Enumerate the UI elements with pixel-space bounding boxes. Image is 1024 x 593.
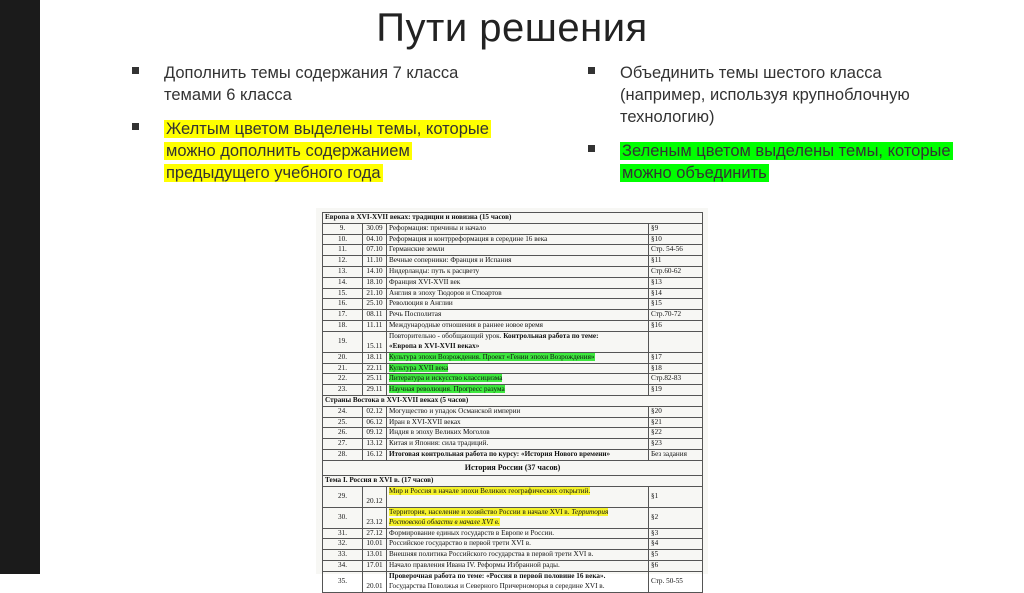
row-topic-text: Германские земли bbox=[389, 245, 445, 254]
row-paragraph: §23 bbox=[649, 439, 703, 450]
row-number: 28. bbox=[323, 449, 363, 460]
lesson-plan-document-image bbox=[316, 208, 708, 591]
row-date: 29.11 bbox=[363, 385, 387, 396]
row-paragraph: §15 bbox=[649, 299, 703, 310]
row-number: 32. bbox=[323, 539, 363, 550]
row-date: 20.01 bbox=[363, 571, 387, 592]
row-topic bbox=[387, 385, 649, 396]
row-paragraph: §13 bbox=[649, 277, 703, 288]
table-row bbox=[323, 288, 703, 299]
row-topic bbox=[387, 449, 649, 460]
bullet-item bbox=[132, 62, 512, 106]
table-row bbox=[323, 417, 703, 428]
row-topic bbox=[387, 256, 649, 267]
row-topic bbox=[387, 417, 649, 428]
row-topic bbox=[387, 528, 649, 539]
row-topic-italic-text: Территория Ростовской области в начале XVI в. bbox=[389, 507, 609, 526]
bullet-text-highlighted-yellow: Желтым цветом выделены темы, которые можно дополнить содержанием предыдущего учебного года bbox=[166, 120, 489, 182]
table-row bbox=[323, 223, 703, 234]
table-row bbox=[323, 571, 703, 592]
row-paragraph: Без задания bbox=[649, 449, 703, 460]
row-date: 23.12 bbox=[363, 507, 387, 528]
row-number: 16. bbox=[323, 299, 363, 310]
row-date: 13.12 bbox=[363, 439, 387, 450]
row-number: 10. bbox=[323, 234, 363, 245]
table-row bbox=[323, 374, 703, 385]
left-bullet-list bbox=[132, 62, 512, 196]
row-date: 10.01 bbox=[363, 539, 387, 550]
section-row bbox=[323, 475, 703, 486]
row-topic bbox=[387, 266, 649, 277]
row-topic-text: Китая и Япония: сила традиций. bbox=[389, 439, 489, 448]
row-topic-text: Культура эпохи Возрождения. Проект «Гении эпохи Возрождения» bbox=[389, 352, 595, 361]
row-date: 18.10 bbox=[363, 277, 387, 288]
bullet-item bbox=[588, 140, 968, 184]
row-number: 12. bbox=[323, 256, 363, 267]
table-row bbox=[323, 428, 703, 439]
square-bullet-icon bbox=[588, 145, 595, 152]
table-row bbox=[323, 550, 703, 561]
lesson-plan-table bbox=[322, 212, 703, 593]
row-date: 14.10 bbox=[363, 266, 387, 277]
row-topic-text: Формирование единых государств в Европе и России. bbox=[389, 528, 555, 537]
row-topic-text: Повторительно - обобщающий урок. bbox=[389, 332, 504, 341]
row-paragraph: §4 bbox=[649, 539, 703, 550]
row-date: 15.11 bbox=[363, 331, 387, 352]
row-paragraph bbox=[649, 331, 703, 352]
row-number: 25. bbox=[323, 417, 363, 428]
row-topic bbox=[387, 363, 649, 374]
row-topic-text: Российское государство в первой трети XVI в. bbox=[389, 539, 531, 548]
row-number: 13. bbox=[323, 266, 363, 277]
row-topic-text: Англия в эпоху Тюдоров и Стюартов bbox=[389, 288, 502, 297]
row-paragraph: Стр.70-72 bbox=[649, 310, 703, 321]
row-number: 20. bbox=[323, 352, 363, 363]
row-topic bbox=[387, 234, 649, 245]
row-date: 08.11 bbox=[363, 310, 387, 321]
row-paragraph: §11 bbox=[649, 256, 703, 267]
table-row bbox=[323, 352, 703, 363]
row-number: 24. bbox=[323, 406, 363, 417]
table-row bbox=[323, 560, 703, 571]
row-paragraph: §19 bbox=[649, 385, 703, 396]
row-date: 11.11 bbox=[363, 320, 387, 331]
row-topic-bold-text: Проверочная работа по теме: «Россия в первой половине 16 века». bbox=[389, 572, 606, 581]
row-topic bbox=[387, 550, 649, 561]
square-bullet-icon bbox=[588, 67, 595, 74]
table-row bbox=[323, 331, 703, 352]
row-paragraph: §21 bbox=[649, 417, 703, 428]
row-date: 25.11 bbox=[363, 374, 387, 385]
row-paragraph: §2 bbox=[649, 507, 703, 528]
row-date: 25.10 bbox=[363, 299, 387, 310]
row-topic bbox=[387, 486, 649, 507]
row-date: 20.12 bbox=[363, 486, 387, 507]
russia-history-heading: История России (37 часов) bbox=[323, 460, 703, 475]
row-topic-text: Революция в Англии bbox=[389, 299, 453, 308]
row-date: 06.12 bbox=[363, 417, 387, 428]
row-topic-bold-text: Контрольная работа по теме: bbox=[503, 332, 599, 341]
row-topic-text: Территория, население и хозяйство России в начале XVI в. bbox=[389, 507, 572, 516]
row-topic-text: Могущество и упадок Османской империи bbox=[389, 406, 521, 415]
row-topic bbox=[387, 374, 649, 385]
row-date: 18.11 bbox=[363, 352, 387, 363]
row-topic-text: Начало правления Ивана IV. Реформы Избранной рады. bbox=[389, 561, 560, 570]
row-number: 26. bbox=[323, 428, 363, 439]
row-date: 04.10 bbox=[363, 234, 387, 245]
row-topic bbox=[387, 288, 649, 299]
section-title: Тема I. Россия в XVI в. (17 часов) bbox=[323, 475, 703, 486]
table-row bbox=[323, 449, 703, 460]
row-paragraph: Стр.82-83 bbox=[649, 374, 703, 385]
table-row bbox=[323, 245, 703, 256]
row-number: 30. bbox=[323, 507, 363, 528]
row-topic-text: Итоговая контрольная работа по курсу: «История Нового времени» bbox=[389, 450, 611, 459]
row-topic-text: Индия в эпоху Великих Моголов bbox=[389, 428, 490, 437]
row-number: 29. bbox=[323, 486, 363, 507]
section-row bbox=[323, 213, 703, 224]
row-number: 23. bbox=[323, 385, 363, 396]
bullet-text: Объединить темы шестого класса (например, используя крупноблочную технологию) bbox=[620, 64, 910, 126]
row-date: 09.12 bbox=[363, 428, 387, 439]
section-title: Европа в XVI-XVII веках: традиции и новизна (15 часов) bbox=[323, 213, 703, 224]
row-topic-bold-text: «Европа в XVI-XVII веках» bbox=[389, 341, 480, 350]
row-topic-text: Культура XVII века bbox=[389, 363, 449, 372]
row-paragraph: Стр. 54-56 bbox=[649, 245, 703, 256]
row-topic bbox=[387, 406, 649, 417]
row-topic bbox=[387, 507, 649, 528]
row-paragraph: §17 bbox=[649, 352, 703, 363]
row-date: 30.09 bbox=[363, 223, 387, 234]
row-topic-text: Мир и Россия в начале эпохи Великих географических открытий. bbox=[389, 486, 591, 495]
row-paragraph: §14 bbox=[649, 288, 703, 299]
row-paragraph: §3 bbox=[649, 528, 703, 539]
row-topic bbox=[387, 299, 649, 310]
row-date: 27.12 bbox=[363, 528, 387, 539]
row-number: 9. bbox=[323, 223, 363, 234]
row-topic bbox=[387, 277, 649, 288]
table-row bbox=[323, 363, 703, 374]
table-row bbox=[323, 486, 703, 507]
row-topic-text: Реформация: причины и начало bbox=[389, 223, 487, 232]
row-date: 16.12 bbox=[363, 449, 387, 460]
row-topic-text: Вечные соперники: Франция и Испания bbox=[389, 256, 512, 265]
bullet-text-highlighted-green: Зеленым цветом выделены темы, которые можно объединить bbox=[622, 142, 951, 182]
row-topic bbox=[387, 439, 649, 450]
row-number: 33. bbox=[323, 550, 363, 561]
row-number: 27. bbox=[323, 439, 363, 450]
table-row bbox=[323, 234, 703, 245]
section-title: Страны Востока в XVI-XVII веках (5 часов) bbox=[323, 395, 703, 406]
row-topic bbox=[387, 352, 649, 363]
slide-title: Пути решения bbox=[376, 6, 648, 50]
row-paragraph: §16 bbox=[649, 320, 703, 331]
row-paragraph: §1 bbox=[649, 486, 703, 507]
row-paragraph: §10 bbox=[649, 234, 703, 245]
row-topic-text: Литература и искусство классицизма bbox=[389, 374, 503, 383]
row-date: 17.01 bbox=[363, 560, 387, 571]
row-number: 22. bbox=[323, 374, 363, 385]
table-row bbox=[323, 406, 703, 417]
row-number: 34. bbox=[323, 560, 363, 571]
table-row bbox=[323, 310, 703, 321]
row-topic-text: Нидерланды: путь к расцвету bbox=[389, 267, 480, 276]
row-number: 19. bbox=[323, 331, 363, 352]
row-topic bbox=[387, 320, 649, 331]
bullet-item bbox=[132, 118, 512, 184]
row-date: 07.10 bbox=[363, 245, 387, 256]
row-paragraph: §9 bbox=[649, 223, 703, 234]
table-row bbox=[323, 539, 703, 550]
bullet-item bbox=[588, 62, 968, 128]
row-topic bbox=[387, 331, 649, 352]
row-number: 35. bbox=[323, 571, 363, 592]
row-paragraph: Стр. 50-55 bbox=[649, 571, 703, 592]
table-row bbox=[323, 439, 703, 450]
row-number: 21. bbox=[323, 363, 363, 374]
row-paragraph: §20 bbox=[649, 406, 703, 417]
row-topic bbox=[387, 245, 649, 256]
square-bullet-icon bbox=[132, 67, 139, 74]
table-row bbox=[323, 385, 703, 396]
section-row bbox=[323, 395, 703, 406]
row-topic-text: Внешняя политика Российского государства в первой трети XVI в. bbox=[389, 550, 594, 559]
row-number: 18. bbox=[323, 320, 363, 331]
table-row bbox=[323, 320, 703, 331]
row-topic-text: Научная революция. Прогресс разума bbox=[389, 385, 505, 394]
row-number: 17. bbox=[323, 310, 363, 321]
row-topic bbox=[387, 560, 649, 571]
row-paragraph: Стр.60-62 bbox=[649, 266, 703, 277]
row-paragraph: §5 bbox=[649, 550, 703, 561]
row-topic-text: Речь Посполитая bbox=[389, 310, 442, 319]
row-date: 13.01 bbox=[363, 550, 387, 561]
left-accent-bar bbox=[0, 0, 40, 574]
row-number: 31. bbox=[323, 528, 363, 539]
table-row bbox=[323, 299, 703, 310]
row-topic-text: Государства Поволжья и Северного Причерноморья в середине XVI в. bbox=[389, 581, 605, 590]
row-topic-text: Реформация и контрреформация в середине 16 века bbox=[389, 234, 548, 243]
square-bullet-icon bbox=[132, 123, 139, 130]
row-topic bbox=[387, 428, 649, 439]
row-paragraph: §22 bbox=[649, 428, 703, 439]
row-number: 14. bbox=[323, 277, 363, 288]
row-date: 21.10 bbox=[363, 288, 387, 299]
table-row bbox=[323, 277, 703, 288]
row-topic-text: Франция XVI-XVII век bbox=[389, 277, 461, 286]
row-topic-text: Иран в XVI-XVII веках bbox=[389, 417, 461, 426]
row-topic-text: Международные отношения в раннее новое время bbox=[389, 321, 543, 330]
row-paragraph: §18 bbox=[649, 363, 703, 374]
row-number: 15. bbox=[323, 288, 363, 299]
table-row bbox=[323, 528, 703, 539]
row-topic bbox=[387, 539, 649, 550]
right-bullet-list bbox=[588, 62, 968, 196]
row-paragraph: §6 bbox=[649, 560, 703, 571]
row-topic bbox=[387, 571, 649, 592]
row-date: 02.12 bbox=[363, 406, 387, 417]
bullet-text: Дополнить темы содержания 7 класса темами 6 класса bbox=[164, 64, 459, 104]
table-row bbox=[323, 507, 703, 528]
row-topic bbox=[387, 310, 649, 321]
row-date: 11.10 bbox=[363, 256, 387, 267]
row-number: 11. bbox=[323, 245, 363, 256]
row-topic bbox=[387, 223, 649, 234]
table-row bbox=[323, 256, 703, 267]
heading-row bbox=[323, 460, 703, 475]
table-row bbox=[323, 266, 703, 277]
row-date: 22.11 bbox=[363, 363, 387, 374]
